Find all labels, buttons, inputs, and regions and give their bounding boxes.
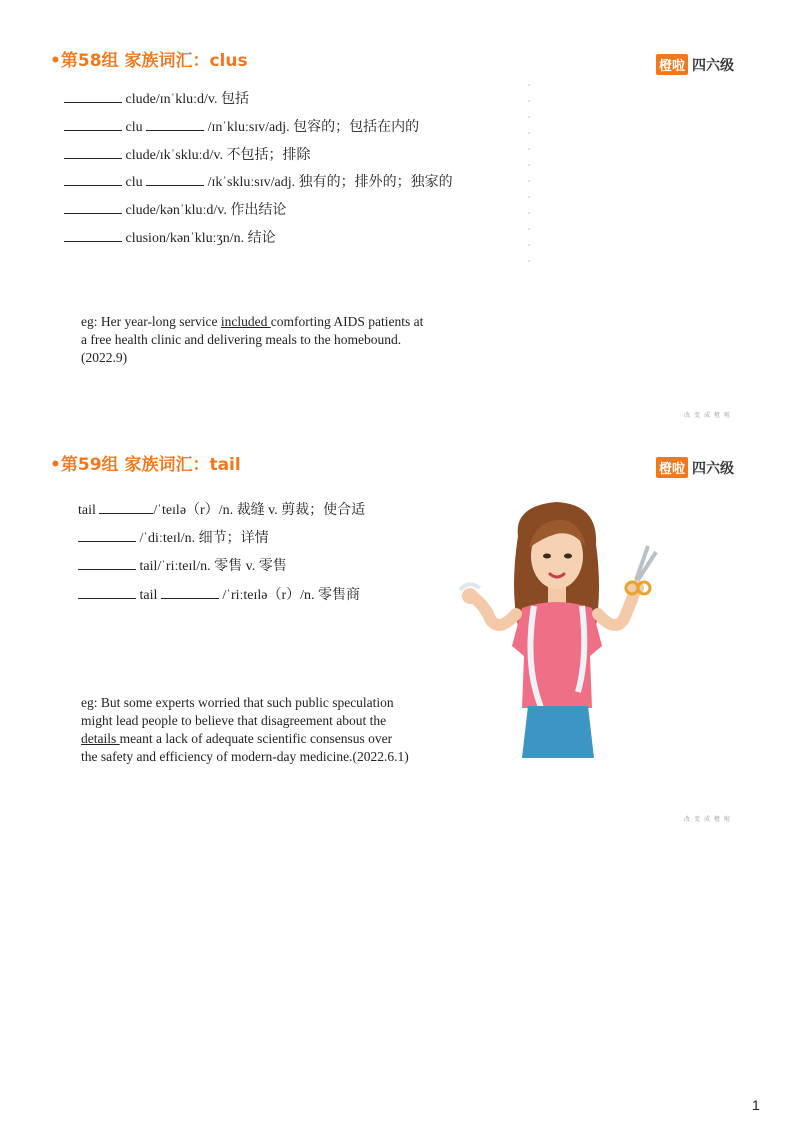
vocab-text: tail/ˈriːteɪl/n. 零售 v. 零售 bbox=[136, 559, 287, 574]
page-number: 1 bbox=[752, 1097, 760, 1113]
vocab-text: tail bbox=[136, 588, 161, 603]
answer-blank bbox=[78, 555, 136, 570]
example-text: eg: Her year-long service bbox=[81, 314, 221, 329]
vocab-item bbox=[64, 171, 453, 191]
answer-blank bbox=[161, 584, 219, 599]
vocab-text: /ɪkˈskluːsɪv/adj. 独有的；排外的；独家的 bbox=[204, 175, 453, 190]
answer-blank bbox=[64, 88, 122, 103]
answer-blank bbox=[64, 199, 122, 214]
brand-logo bbox=[656, 54, 734, 75]
answer-blank bbox=[78, 527, 136, 542]
brand-text: 四六级 bbox=[692, 57, 735, 74]
answer-blank bbox=[78, 584, 136, 599]
example-keyword: included bbox=[220, 314, 271, 329]
section-59-title: •第59组 家族词汇：tail bbox=[50, 455, 241, 475]
vocab-text: clu bbox=[122, 175, 147, 190]
vocab-item bbox=[64, 144, 310, 164]
answer-blank bbox=[99, 499, 153, 514]
example-sentence bbox=[81, 694, 411, 766]
vocab-text: /ɪnˈkluːsɪv/adj. 包容的；包括在内的 bbox=[204, 120, 420, 135]
example-text: comforting AIDS patients at a free health clinic and delivering meals to the homebound.(2022.9) bbox=[81, 314, 424, 365]
vocab-text: /ˈriːteɪlə（r）/n. 零售商 bbox=[218, 588, 361, 603]
vocab-item bbox=[64, 116, 419, 136]
vocab-item bbox=[64, 199, 286, 219]
answer-blank bbox=[64, 171, 122, 186]
vocab-text: clude/kənˈkluːd/v. 作出结论 bbox=[122, 203, 287, 218]
vocab-text: clusion/kənˈkluːʒn/n. 结论 bbox=[122, 231, 276, 246]
vocab-text: clude/ɪkˈskluːd/v. 不包括；排除 bbox=[122, 148, 311, 163]
tailor-woman-illustration bbox=[456, 496, 666, 758]
vocab-item bbox=[78, 527, 269, 547]
brand-logo bbox=[656, 457, 734, 478]
answer-blank bbox=[146, 171, 204, 186]
vocab-text: clude/ɪnˈkluːd/v. 包括 bbox=[122, 92, 250, 107]
vocab-item bbox=[78, 584, 360, 604]
tailor-woman-image bbox=[456, 496, 666, 758]
brand-badge: 橙啦 bbox=[656, 54, 688, 75]
vocab-text: clu bbox=[122, 120, 147, 135]
vocab-item bbox=[64, 227, 276, 247]
answer-blank bbox=[64, 116, 122, 131]
vocab-item bbox=[78, 499, 365, 519]
example-text: meant a lack of adequate scientific consensus over the safety and efficiency of modern-day medicine.(2022.6.1) bbox=[81, 731, 409, 764]
vocab-text: /ˈdiːteɪl/n. 细节；详情 bbox=[136, 531, 269, 546]
answer-blank bbox=[64, 227, 122, 242]
decorative-dots bbox=[528, 84, 530, 276]
example-sentence bbox=[81, 313, 426, 367]
footer-watermark: 改变成橙啦 bbox=[684, 412, 735, 419]
vocab-item bbox=[78, 555, 287, 575]
example-keyword: details bbox=[81, 731, 120, 746]
section-58-title: •第58组 家族词汇：clus bbox=[50, 51, 248, 71]
brand-text: 四六级 bbox=[692, 460, 735, 477]
example-text: eg: But some experts worried that such public speculation might lead people to believe that disagreement about the bbox=[81, 695, 394, 728]
brand-badge: 橙啦 bbox=[656, 457, 688, 478]
vocab-text: tail bbox=[78, 503, 100, 518]
answer-blank bbox=[146, 116, 204, 131]
vocab-item bbox=[64, 88, 249, 108]
answer-blank bbox=[64, 144, 122, 159]
vocab-text: /ˈteɪlə（r）/n. 裁缝 v. 剪裁；使合适 bbox=[153, 503, 366, 518]
footer-watermark: 改变成橙啦 bbox=[684, 816, 735, 823]
